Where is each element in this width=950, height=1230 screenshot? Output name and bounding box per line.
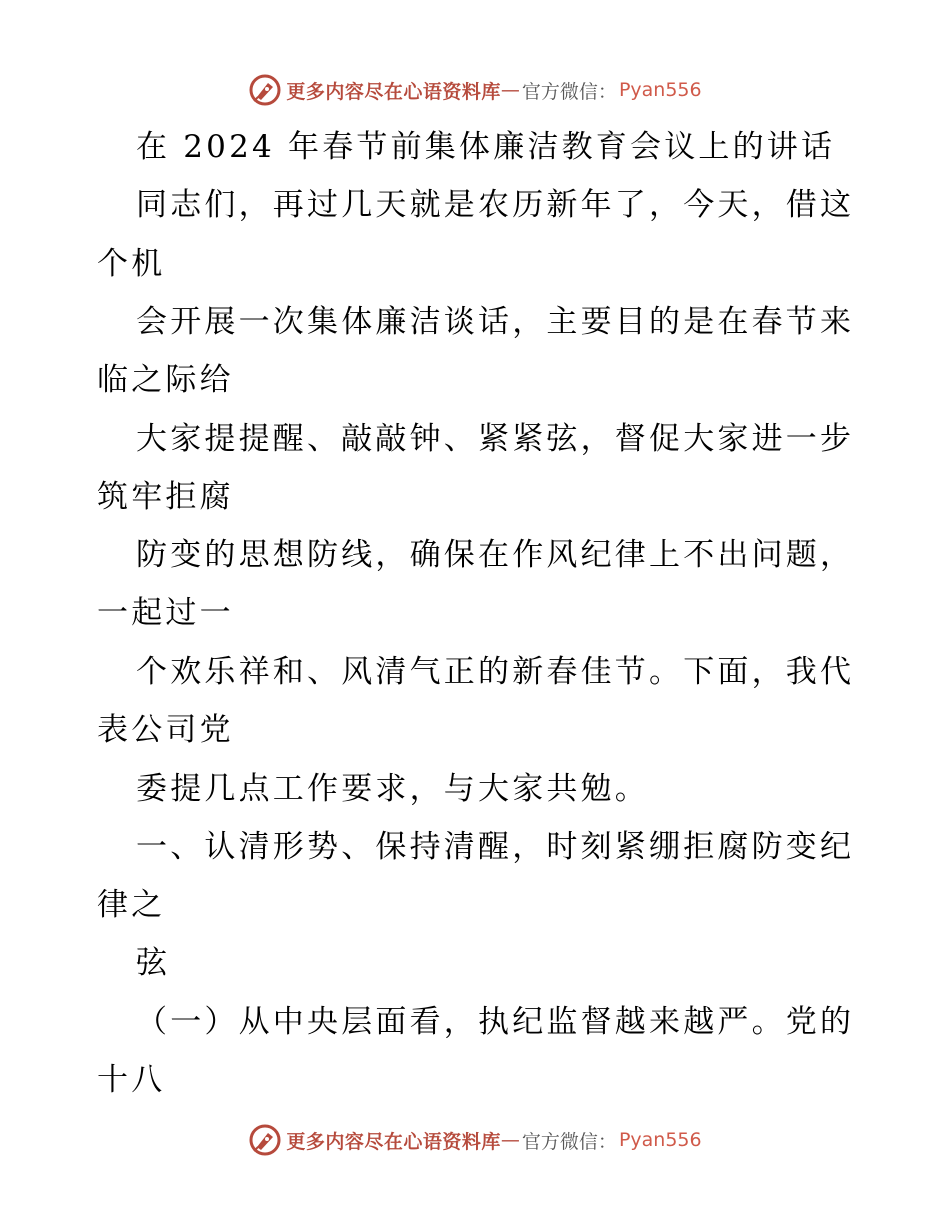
paragraph-line: 筑牢拒腐: [97, 479, 234, 515]
paragraph-line: 大家提提醒、敲敲钟、紧紧弦，督促大家进一步: [136, 421, 855, 457]
paragraph-line: 个欢乐祥和、风清气正的新春佳节。下面，我代: [136, 654, 855, 690]
section-heading: 一、认清形势、保持清醒，时刻紧绷拒腐防变纪: [136, 829, 855, 865]
watermark-main-text: 更多内容尽在心语资料库: [286, 80, 501, 103]
paragraph-line: 临之际给: [97, 362, 234, 398]
watermark-official-label: 官方微信：: [521, 1130, 617, 1153]
paragraph-line: 同志们，再过几天就是农历新年了，今天，借这: [136, 187, 855, 223]
pen-nib-logo-icon: [248, 1123, 282, 1157]
watermark-wechat-id: Pyan556: [618, 1129, 702, 1151]
footer-watermark: [0, 1120, 950, 1160]
watermark-wechat-id: Pyan556: [618, 79, 702, 101]
section-heading-continued: 律之: [97, 887, 166, 923]
watermark-main-text: 更多内容尽在心语资料库: [286, 1130, 501, 1153]
paragraph-line: 个机: [97, 246, 166, 282]
paragraph-line: 委提几点工作要求，与大家共勉。: [136, 771, 649, 807]
paragraph-line: 防变的思想防线，确保在作风纪律上不出问题，: [136, 537, 855, 573]
watermark-dash: —: [500, 79, 520, 101]
paragraph-line: 表公司党: [97, 712, 234, 748]
subsection-heading: （一）从中央层面看，执纪监督越来越严。党的: [136, 1004, 855, 1040]
watermark-official-label: 官方微信：: [521, 80, 617, 103]
watermark-dash: —: [500, 1129, 520, 1151]
paragraph-line: 一起过一: [97, 595, 234, 631]
paragraph-line: 会开展一次集体廉洁谈话，主要目的是在春节来: [136, 304, 855, 340]
section-heading-continued: 弦: [136, 945, 171, 981]
document-title: 在 2024 年春节前集体廉洁教育会议上的讲话: [136, 129, 836, 165]
paragraph-line: 十八: [97, 1062, 166, 1098]
